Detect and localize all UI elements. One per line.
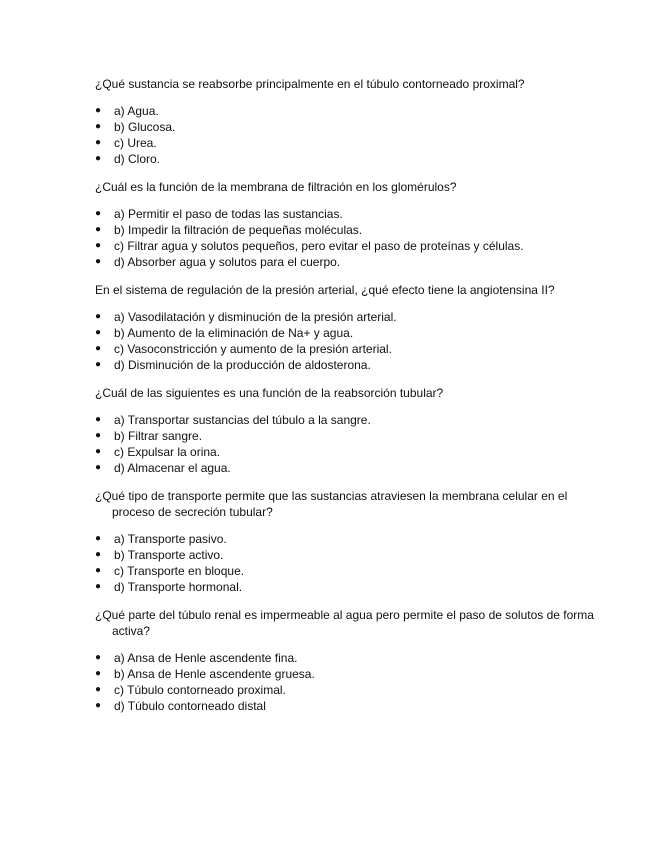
option-text: d) Disminución de la producción de aldosterona. [114,358,371,372]
bullet-icon: ● [95,327,102,338]
option-item [95,579,595,595]
question-block [95,76,595,167]
bullet-icon: ● [95,462,102,473]
option-item [95,682,595,698]
question-text: ¿Cuál de las siguientes es una función de la reabsorción tubular? [95,386,444,400]
option-item [95,357,595,373]
question-block [95,385,595,476]
bullet-icon: ● [95,668,102,679]
bullet-icon: ● [95,105,102,116]
option-text: b) Glucosa. [114,120,176,134]
bullet-icon: ● [95,581,102,592]
option-item [95,698,595,714]
option-text: b) Aumento de la eliminación de Na+ y agua. [114,326,354,340]
option-item [95,254,595,270]
option-item [95,341,595,357]
option-item [95,238,595,254]
bullet-icon: ● [95,311,102,322]
bullet-icon: ● [95,359,102,370]
option-text: d) Transporte hormonal. [114,580,243,594]
option-item [95,460,595,476]
bullet-icon: ● [95,700,102,711]
question-block [95,179,595,270]
bullet-icon: ● [95,121,102,132]
bullet-icon: ● [95,565,102,576]
bullet-icon: ● [95,430,102,441]
option-text: c) Vasoconstricción y aumento de la presión arterial. [114,342,392,356]
option-text: d) Cloro. [114,152,161,166]
option-item [95,650,595,666]
question-text: ¿Qué sustancia se reabsorbe principalmente en el túbulo contorneado proximal? [95,77,525,91]
bullet-icon: ● [95,446,102,457]
option-text: c) Expulsar la orina. [114,445,221,459]
options-list [95,412,595,476]
option-text: c) Filtrar agua y solutos pequeños, pero evitar el paso de proteínas y células. [114,239,524,253]
question-text: ¿Qué parte del túbulo renal es impermeable al agua pero permite el paso de solutos de forma activa? [95,608,594,638]
option-text: d) Almacenar el agua. [114,461,231,475]
bullet-icon: ● [95,137,102,148]
option-item [95,119,595,135]
option-text: b) Impedir la filtración de pequeñas moléculas. [114,223,363,237]
question-text: ¿Cuál es la función de la membrana de filtración en los glomérulos? [95,180,457,194]
question-block [95,282,595,373]
option-text: c) Transporte en bloque. [114,564,245,578]
options-list [95,103,595,167]
bullet-icon: ● [95,240,102,251]
bullet-icon: ● [95,153,102,164]
option-item [95,547,595,563]
option-item [95,151,595,167]
bullet-icon: ● [95,208,102,219]
option-text: b) Ansa de Henle ascendente gruesa. [114,667,315,681]
option-item [95,666,595,682]
options-list [95,531,595,595]
option-text: c) Túbulo contorneado proximal. [114,683,286,697]
option-item [95,444,595,460]
option-text: b) Filtrar sangre. [114,429,203,443]
bullet-icon: ● [95,533,102,544]
option-text: a) Transporte pasivo. [114,532,227,546]
option-text: a) Agua. [114,104,159,118]
option-item [95,412,595,428]
bullet-icon: ● [95,549,102,560]
option-text: b) Transporte activo. [114,548,224,562]
option-item [95,563,595,579]
option-text: a) Vasodilatación y disminución de la presión arterial. [114,310,397,324]
option-text: a) Ansa de Henle ascendente fina. [114,651,298,665]
option-text: a) Permitir el paso de todas las sustancias. [114,207,343,221]
bullet-icon: ● [95,414,102,425]
question-block [95,488,595,595]
options-list [95,206,595,270]
option-item [95,103,595,119]
option-item [95,222,595,238]
bullet-icon: ● [95,256,102,267]
bullet-icon: ● [95,652,102,663]
option-item [95,135,595,151]
option-text: a) Transportar sustancias del túbulo a la sangre. [114,413,371,427]
option-text: d) Absorber agua y solutos para el cuerpo. [114,255,341,269]
option-item [95,206,595,222]
option-text: d) Túbulo contorneado distal [114,699,266,713]
question-block [95,607,595,714]
options-list [95,650,595,714]
option-item [95,531,595,547]
bullet-icon: ● [95,684,102,695]
options-list [95,309,595,373]
bullet-icon: ● [95,224,102,235]
option-item [95,309,595,325]
option-item [95,428,595,444]
question-text: En el sistema de regulación de la presión arterial, ¿qué efecto tiene la angiotensina II? [95,283,555,297]
option-text: c) Urea. [114,136,157,150]
bullet-icon: ● [95,343,102,354]
option-item [95,325,595,341]
question-text: ¿Qué tipo de transporte permite que las sustancias atraviesen la membrana celular en el proceso de secreción tubular? [95,489,568,519]
